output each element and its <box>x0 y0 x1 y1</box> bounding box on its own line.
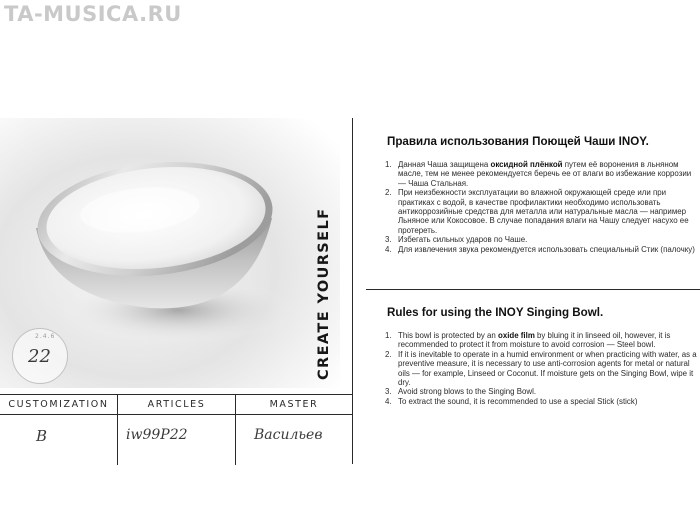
master-value: Васильев <box>254 427 323 443</box>
rule-item: 3. Избегать сильных ударов по Чаше. <box>385 235 528 245</box>
rules-section-en <box>353 306 700 406</box>
rule-item: 1. Данная Чаша защищена оксидной плёнкой путем её воронения в льняном масле, тем не менее рекомендуется беречь ее от влаги во избежание коррозии — Чаша Стальная. <box>385 160 692 188</box>
rule-item: 4. Для извлечения звука рекомендуется использовать специальный Стик (палочку) <box>385 244 695 254</box>
rule-item: 4. To extract the sound, it is recommended to use a special Stick (stick) <box>385 396 638 406</box>
articles-column <box>118 395 236 465</box>
rule-item: 3. Avoid strong blows to the Singing Bowl. <box>385 387 537 397</box>
stamp-small-text: 2.4.6 <box>35 333 56 340</box>
serial-stamp <box>12 328 68 384</box>
rule-item: 2. При неизбежности эксплуатации во влажной окружающей среде или при практиках с водой, в качестве профилактики необходимо использовать антикоррозийные средства для металла или натуральные масла — например Льняное или Кокосовое. В случае попадания влаги на Чашу следует насухо ее протереть. <box>385 188 689 235</box>
customization-value: B <box>36 427 48 445</box>
rules-title-en: Rules for using the INOY Singing Bowl. <box>387 306 604 319</box>
rules-title-ru: Правила использования Поющей Чаши INOY. <box>387 135 649 148</box>
master-header: MASTER <box>236 395 352 415</box>
watermark: TA-MUSICA.RU <box>4 2 182 26</box>
articles-value: iw99P22 <box>126 427 188 443</box>
rules-section-ru <box>353 135 700 254</box>
section-divider <box>366 289 700 290</box>
rules-card <box>352 118 700 464</box>
rules-list-ru <box>353 160 700 254</box>
rule-item: 2. If it is inevitable to operate in a humid environment or when practicing with water, as a preventive measure, it is necessary to use anti-corrosion agents for metal or natural oils — for example, Linseed or Coconut. If moisture gets on the Singing Bowl, wipe it dry. <box>385 349 697 388</box>
articles-header: ARTICLES <box>118 395 235 415</box>
customization-table <box>0 394 352 464</box>
stamp-number: 22 <box>28 346 51 367</box>
customization-header: CUSTOMIZATION <box>0 395 117 415</box>
rule-item: 1. This bowl is protected by an oxide film by bluing it in linseed oil, however, it is recommended to protect it from moisture to avoid corrosion — Steel bowl. <box>385 331 671 350</box>
customization-column <box>0 395 118 465</box>
product-card <box>0 118 352 464</box>
rules-list-en <box>353 331 700 406</box>
brand-slogan: CREATE YOURSELF <box>316 207 332 380</box>
master-column <box>236 395 352 465</box>
